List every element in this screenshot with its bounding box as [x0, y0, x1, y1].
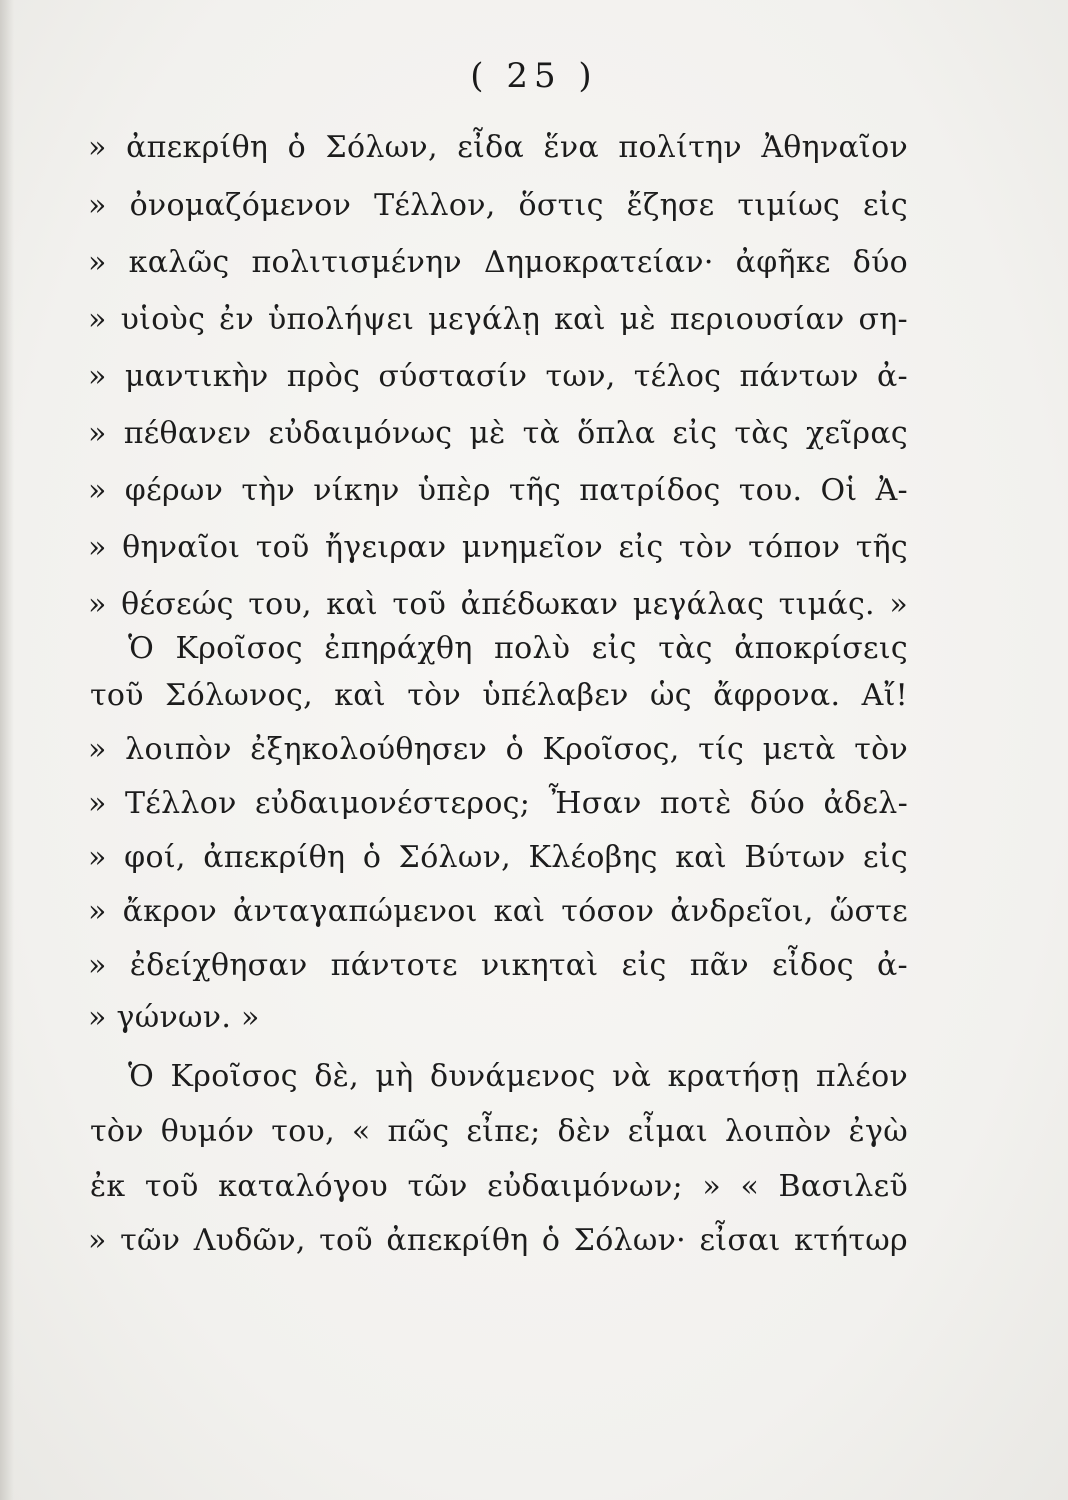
- text-line: » φοί, ἀπεκρίθη ὁ Σόλων, Κλέοβης καὶ Βύτων εἰς: [88, 840, 908, 875]
- text-line: » ἀπεκρίθη ὁ Σόλων, εἶδα ἕνα πολίτην Ἀθηναῖον: [88, 130, 908, 165]
- paragraph-start-line: Ὁ Κροῖσος ἐπηράχθη πολὺ εἰς τὰς ἀποκρίσεις: [128, 631, 908, 666]
- text-line: » λοιπὸν ἐξηκολούθησεν ὁ Κροῖσος, τίς μετὰ τὸν: [88, 732, 908, 767]
- text-line: » πέθανεν εὐδαιμόνως μὲ τὰ ὅπλα εἰς τὰς χεῖρας: [88, 416, 908, 451]
- text-line: » φέρων τὴν νίκην ὑπὲρ τῆς πατρίδος του. Οἱ Ἀ-: [88, 473, 908, 508]
- text-line: » ἄκρον ἀνταγαπώμενοι καὶ τόσον ἀνδρεῖοι, ὥστε: [88, 894, 908, 929]
- paragraph-start-line: Ὁ Κροῖσος δὲ, μὴ δυνάμενος νὰ κρατήσῃ πλέον: [128, 1059, 908, 1094]
- text-line: » θέσεώς του, καὶ τοῦ ἀπέδωκαν μεγάλας τιμάς. »: [88, 587, 908, 622]
- text-line: τοῦ Σόλωνος, καὶ τὸν ὑπέλαβεν ὡς ἄφρονα. Αἴ!: [90, 678, 908, 713]
- page-edge-shadow: [0, 0, 14, 1500]
- text-line: » ἐδείχθησαν πάντοτε νικηταὶ εἰς πᾶν εἶδος ἀ-: [88, 948, 908, 983]
- text-line: τὸν θυμόν του, « πῶς εἶπε; δὲν εἶμαι λοιπὸν ἐγὼ: [90, 1114, 908, 1149]
- text-line: » θηναῖοι τοῦ ἤγειραν μνημεῖον εἰς τὸν τόπον τῆς: [88, 530, 908, 565]
- text-line: » υἱοὺς ἐν ὑπολήψει μεγάλῃ καὶ μὲ περιουσίαν ση-: [88, 302, 908, 337]
- page-number-header: ( 25 ): [470, 56, 598, 96]
- text-line: » τῶν Λυδῶν, τοῦ ἀπεκρίθη ὁ Σόλων· εἶσαι κτήτωρ: [88, 1223, 908, 1258]
- text-line: » καλῶς πολιτισμένην Δημοκρατείαν· ἀφῆκε δύο: [88, 245, 908, 280]
- text-line: ἐκ τοῦ καταλόγου τῶν εὐδαιμόνων; » « Βασιλεῦ: [90, 1169, 908, 1204]
- text-line: » Τέλλον εὐδαιμονέστερος; Ἦσαν ποτὲ δύο ἀδελ-: [88, 786, 908, 821]
- text-line: » ὀνομαζόμενον Τέλλον, ὅστις ἔζησε τιμίως εἰς: [88, 188, 908, 223]
- text-line: » γώνων. »: [88, 1000, 260, 1035]
- text-line: » μαντικὴν πρὸς σύστασίν των, τέλος πάντων ἀ-: [88, 359, 908, 394]
